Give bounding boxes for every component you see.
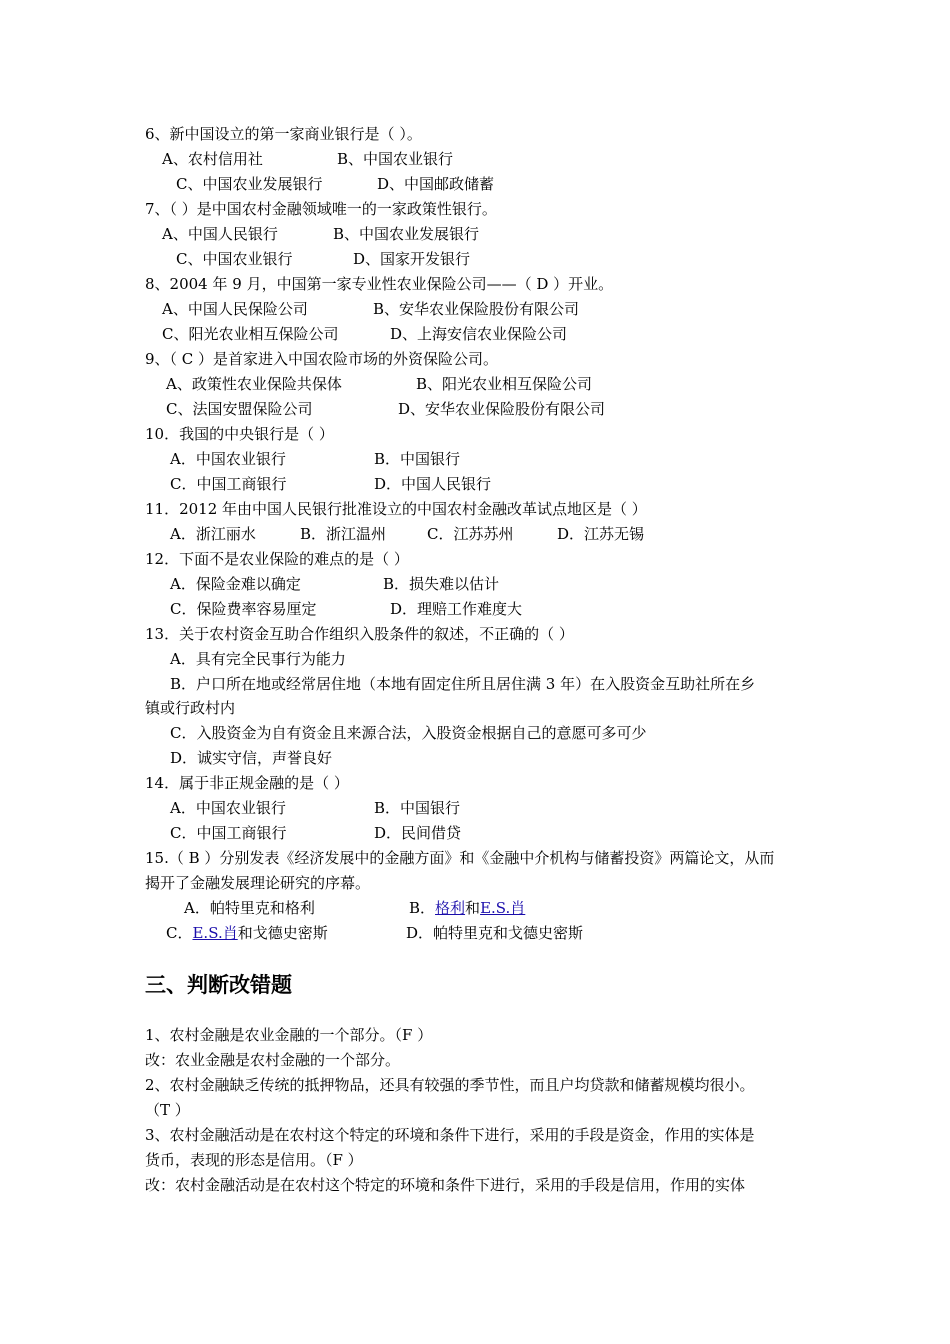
- question-6-option-b: B、中国农业银行: [337, 150, 454, 168]
- question-13-stem: 13．关于农村资金互助合作组织入股条件的叙述，不正确的（ ）: [145, 625, 574, 643]
- question-10-option-c: C．中国工商银行: [170, 475, 287, 493]
- question-8-option-c: C、阳光农业相互保险公司: [162, 325, 339, 343]
- question-6-stem: 6、新中国设立的第一家商业银行是（ ）。: [145, 125, 422, 143]
- question-9-option-d: D、安华农业保险股份有限公司: [398, 400, 606, 418]
- question-8-option-a: A、中国人民保险公司: [162, 300, 308, 318]
- question-13-option-a: A．具有完全民事行为能力: [170, 650, 346, 668]
- question-14-option-c: C．中国工商银行: [170, 824, 287, 842]
- question-7-option-c: C、中国农业银行: [176, 250, 293, 268]
- tf-line-1: 1、农村金融是农业金融的一个部分。（F ）: [145, 1026, 433, 1044]
- question-15-stem-line2: 揭开了金融发展理论研究的序幕。: [145, 874, 371, 892]
- question-12-stem: 12．下面不是农业保险的难点的是（ ）: [145, 550, 409, 568]
- question-6-option-d: D、中国邮政储蓄: [377, 175, 495, 193]
- question-15-option-b-and: 和: [465, 899, 481, 917]
- question-10-option-a: A．中国农业银行: [170, 450, 286, 468]
- question-8-option-d: D、上海安信农业保险公司: [390, 325, 568, 343]
- question-11-option-c: C．江苏苏州: [427, 525, 514, 543]
- question-6-option-a: A、农村信用社: [162, 150, 263, 168]
- question-13-option-b-line1: B．户口所在地或经常居住地（本地有固定住所且居住满 3 年）在入股资金互助社所在乡: [170, 675, 756, 693]
- tf-line-4: （T ）: [145, 1101, 190, 1119]
- link-es-xiao[interactable]: E.S.肖: [480, 899, 526, 917]
- question-15-option-c-suffix: 和戈德史密斯: [237, 924, 328, 942]
- question-8-stem: 8、2004 年 9 月，中国第一家专业性农业保险公司——（ D ）开业。: [145, 275, 614, 293]
- question-9-option-a: A、政策性农业保险共保体: [166, 375, 342, 393]
- question-9-option-c: C、法国安盟保险公司: [166, 400, 313, 418]
- question-6-option-c: C、中国农业发展银行: [176, 175, 323, 193]
- question-14-stem: 14．属于非正规金融的是（ ）: [145, 774, 349, 792]
- question-11-stem: 11．2012 年由中国人民银行批准设立的中国农村金融改革试点地区是（ ）: [145, 500, 647, 518]
- question-10-option-b: B．中国银行: [374, 450, 461, 468]
- question-9-option-b: B、阳光农业相互保险公司: [416, 375, 593, 393]
- tf-line-7: 改：农村金融活动是在农村这个特定的环境和条件下进行，采用的手段是信用，作用的实体: [145, 1176, 746, 1194]
- question-13-option-c: C．入股资金为自有资金且来源合法，入股资金根据自己的意愿可多可少: [170, 724, 647, 742]
- tf-line-2: 改：农业金融是农村金融的一个部分。: [145, 1051, 401, 1069]
- question-12-option-b: B．损失难以估计: [383, 575, 500, 593]
- question-15-option-b: [409, 898, 525, 918]
- question-11-option-b: B．浙江温州: [300, 525, 387, 543]
- link-geli[interactable]: 格利: [435, 899, 466, 917]
- question-8-option-b: B、安华农业保险股份有限公司: [373, 300, 580, 318]
- question-14-option-d: D．民间借贷: [374, 824, 462, 842]
- question-12-option-d: D．理赔工作难度大: [390, 600, 523, 618]
- question-9-stem: 9、（ C ）是首家进入中国农险市场的外资保险公司。: [145, 350, 499, 368]
- question-14-option-b: B．中国银行: [374, 799, 461, 817]
- link-es-xiao-2[interactable]: E.S.肖: [192, 924, 238, 942]
- question-14-option-a: A．中国农业银行: [170, 799, 286, 817]
- question-15-option-c-prefix: C．: [166, 924, 193, 942]
- question-15-option-b-prefix: B．: [409, 899, 436, 917]
- question-15-option-c: [166, 923, 328, 943]
- question-10-stem: 10．我国的中央银行是（ ）: [145, 425, 334, 443]
- question-15-stem-line1: 15.（ B ）分别发表《经济发展中的金融方面》和《金融中介机构与储蓄投资》两篇论文，从而: [145, 849, 775, 867]
- question-10-option-d: D．中国人民银行: [374, 475, 492, 493]
- question-13-option-b-line2: 镇或行政村内: [145, 699, 236, 717]
- question-15-option-a: A．帕特里克和格利: [184, 899, 315, 917]
- question-15-option-d: D．帕特里克和戈德史密斯: [406, 924, 584, 942]
- question-11-option-a: A．浙江丽水: [170, 525, 256, 543]
- section-3-title: 三、判断改错题: [145, 973, 292, 997]
- question-12-option-a: A．保险金难以确定: [170, 575, 301, 593]
- question-7-option-d: D、国家开发银行: [353, 250, 471, 268]
- question-12-option-c: C．保险费率容易厘定: [170, 600, 317, 618]
- question-7-stem: 7、（ ）是中国农村金融领域唯一的一家政策性银行。: [145, 200, 497, 218]
- question-7-option-b: B、中国农业发展银行: [333, 225, 480, 243]
- question-11-option-d: D．江苏无锡: [557, 525, 645, 543]
- tf-line-3: 2、农村金融缺乏传统的抵押物品，还具有较强的季节性，而且户均贷款和储蓄规模均很小。: [145, 1076, 755, 1094]
- tf-line-6: 货币，表现的形态是信用。（F ）: [145, 1151, 363, 1169]
- question-13-option-d: D．诚实守信，声誉良好: [170, 749, 333, 767]
- tf-line-5: 3、农村金融活动是在农村这个特定的环境和条件下进行，采用的手段是资金，作用的实体是: [145, 1126, 755, 1144]
- question-7-option-a: A、中国人民银行: [162, 225, 278, 243]
